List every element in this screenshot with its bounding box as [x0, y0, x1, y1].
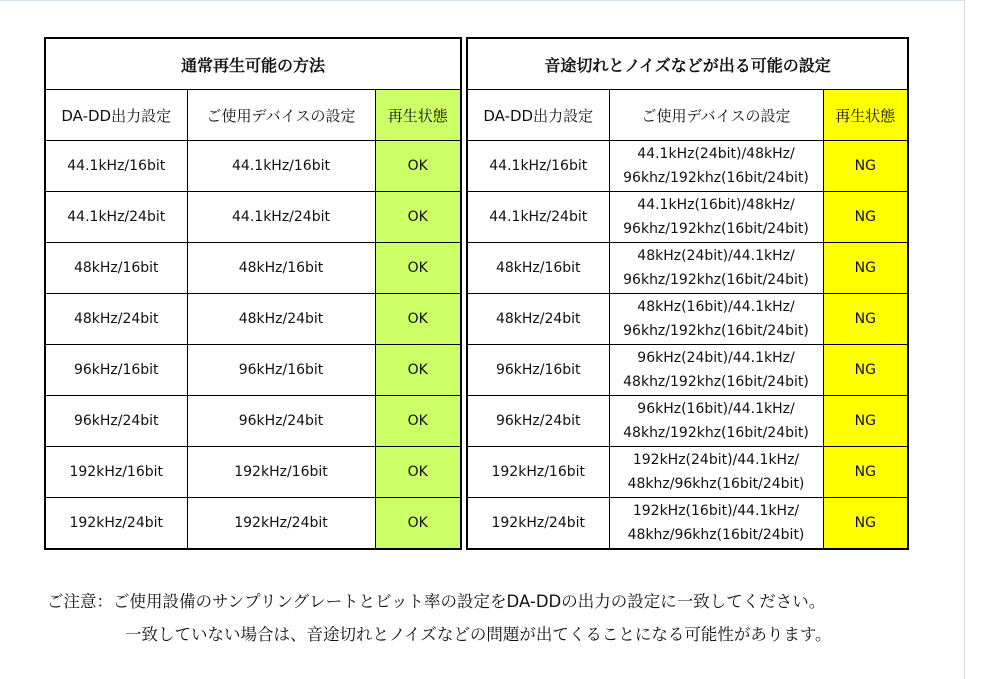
table-row: [467, 498, 908, 550]
status-ok-cell: OK: [375, 447, 461, 498]
output-setting-cell: 192kHz/16bit: [45, 447, 187, 498]
table-row: [45, 345, 461, 396]
device-setting-cell: 44.1kHz/24bit: [187, 192, 375, 243]
caution-note-continued: 一致していない場合は、音途切れとノイズなどの問題が出てくることになる可能性があります。: [125, 625, 832, 644]
problem-settings-table: [466, 37, 909, 550]
table-row: [45, 396, 461, 447]
status-ok-cell: OK: [375, 498, 461, 550]
status-ng-cell: NG: [823, 243, 908, 294]
output-setting-cell: 48kHz/16bit: [467, 243, 609, 294]
device-setting-line: 48khz/192khz(16bit/24bit): [623, 374, 809, 390]
status-ok-cell: OK: [375, 141, 461, 192]
table-row: [45, 447, 461, 498]
output-setting-cell: 96kHz/16bit: [45, 345, 187, 396]
output-setting-cell: 48kHz/24bit: [45, 294, 187, 345]
device-setting-line: 96khz/192khz(16bit/24bit): [623, 272, 809, 288]
device-setting-cell: 48kHz/24bit: [187, 294, 375, 345]
table-row: [45, 141, 461, 192]
status-ng-cell: NG: [823, 447, 908, 498]
table-row: [467, 243, 908, 294]
device-setting-cell: [609, 345, 823, 396]
output-setting-cell: 44.1kHz/16bit: [467, 141, 609, 192]
header-device-setting: ご使用デバイスの設定: [187, 90, 375, 141]
table-row: [45, 294, 461, 345]
output-setting-cell: 96kHz/24bit: [467, 396, 609, 447]
top-divider: [0, 0, 964, 1]
output-setting-cell: 48kHz/16bit: [45, 243, 187, 294]
device-setting-cell: 192kHz/16bit: [187, 447, 375, 498]
device-setting-line: 192kHz(24bit)/44.1kHz/: [632, 452, 800, 468]
output-setting-cell: 192kHz/24bit: [45, 498, 187, 550]
header-device-setting: ご使用デバイスの設定: [609, 90, 823, 141]
device-setting-cell: [609, 243, 823, 294]
header-output-setting: DA-DD出力設定: [45, 90, 187, 141]
device-setting-line: 96khz/192khz(16bit/24bit): [623, 323, 809, 339]
status-ng-cell: NG: [823, 396, 908, 447]
device-setting-line: 96khz/192khz(16bit/24bit): [623, 221, 809, 237]
status-ng-cell: NG: [823, 192, 908, 243]
table-row: [467, 141, 908, 192]
table-row: [45, 498, 461, 550]
header-playback-status: 再生状態: [823, 90, 908, 141]
device-setting-cell: 192kHz/24bit: [187, 498, 375, 550]
device-setting-line: 44.1kHz(16bit)/48kHz/: [637, 197, 795, 213]
status-ok-cell: OK: [375, 192, 461, 243]
table-row: [45, 192, 461, 243]
table-row: [467, 345, 908, 396]
output-setting-cell: 44.1kHz/24bit: [45, 192, 187, 243]
device-setting-cell: [609, 141, 823, 192]
device-setting-line: 48khz/96khz(16bit/24bit): [627, 476, 805, 492]
status-ok-cell: OK: [375, 345, 461, 396]
status-ok-cell: OK: [375, 396, 461, 447]
device-setting-line: 48kHz(24bit)/44.1kHz/: [637, 248, 795, 264]
output-setting-cell: 96kHz/16bit: [467, 345, 609, 396]
caution-note: ご注意：ご使用設備のサンプリングレートとビット率の設定をDA-DDの出力の設定に一致してください。: [47, 592, 826, 611]
table-row: [45, 243, 461, 294]
device-setting-cell: 44.1kHz/16bit: [187, 141, 375, 192]
status-ok-cell: OK: [375, 243, 461, 294]
device-setting-cell: 96kHz/24bit: [187, 396, 375, 447]
device-setting-cell: [609, 396, 823, 447]
output-setting-cell: 192kHz/16bit: [467, 447, 609, 498]
table-row: [467, 192, 908, 243]
device-setting-cell: [609, 294, 823, 345]
table-row: [467, 447, 908, 498]
device-setting-cell: 48kHz/16bit: [187, 243, 375, 294]
output-setting-cell: 48kHz/24bit: [467, 294, 609, 345]
status-ng-cell: NG: [823, 294, 908, 345]
table-title: 音途切れとノイズなどが出る可能の設定: [467, 38, 908, 90]
output-setting-cell: 44.1kHz/16bit: [45, 141, 187, 192]
table-row: [467, 294, 908, 345]
status-ng-cell: NG: [823, 498, 908, 550]
header-playback-status: 再生状態: [375, 90, 461, 141]
device-setting-line: 44.1kHz(24bit)/48kHz/: [637, 146, 795, 162]
device-setting-cell: [609, 447, 823, 498]
device-setting-line: 48khz/96khz(16bit/24bit): [627, 527, 805, 543]
header-output-setting: DA-DD出力設定: [467, 90, 609, 141]
device-setting-line: 48khz/192khz(16bit/24bit): [623, 425, 809, 441]
table-row: [467, 396, 908, 447]
right-divider: [964, 0, 965, 679]
device-setting-line: 48kHz(16bit)/44.1kHz/: [637, 299, 795, 315]
device-setting-cell: 96kHz/16bit: [187, 345, 375, 396]
device-setting-cell: [609, 192, 823, 243]
table-title: 通常再生可能の方法: [45, 38, 461, 90]
output-setting-cell: 96kHz/24bit: [45, 396, 187, 447]
status-ok-cell: OK: [375, 294, 461, 345]
status-ng-cell: NG: [823, 141, 908, 192]
device-setting-line: 96kHz(24bit)/44.1kHz/: [637, 350, 795, 366]
normal-playback-table: [44, 37, 462, 550]
output-setting-cell: 192kHz/24bit: [467, 498, 609, 550]
device-setting-line: 192kHz(16bit)/44.1kHz/: [632, 503, 800, 519]
device-setting-line: 96khz/192khz(16bit/24bit): [623, 170, 809, 186]
device-setting-line: 96kHz(16bit)/44.1kHz/: [637, 401, 795, 417]
status-ng-cell: NG: [823, 345, 908, 396]
device-setting-cell: [609, 498, 823, 550]
output-setting-cell: 44.1kHz/24bit: [467, 192, 609, 243]
